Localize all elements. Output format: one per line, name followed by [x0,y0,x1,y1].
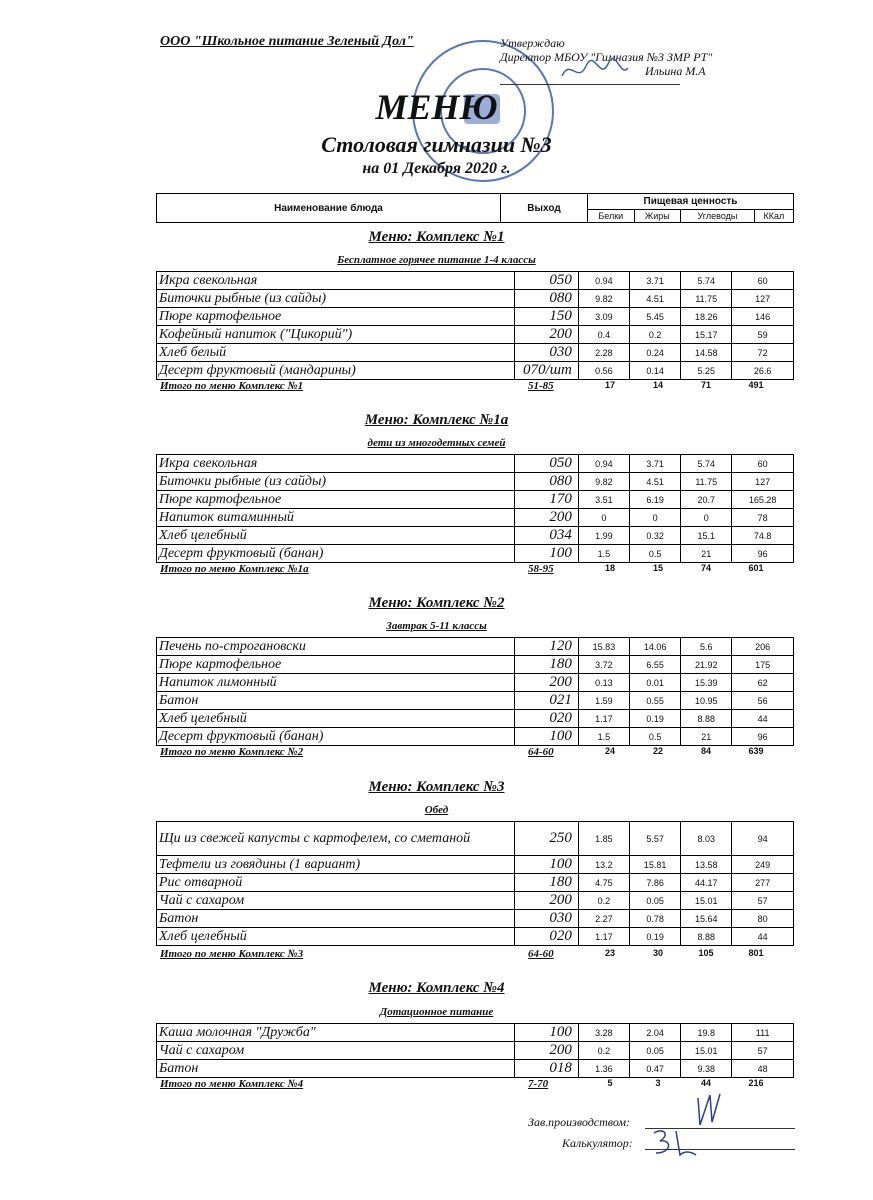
table-row [157,344,794,362]
dish-carbs: 15.39 [681,674,732,692]
table-row [157,692,794,710]
dish-carbs: 21 [681,545,732,563]
section-title: Меню: Комплекс №3 [368,779,505,795]
total-carbs: 44 [700,1078,711,1088]
dish-name: Чай с сахаром [157,892,515,910]
dish-name: Десерт фруктовый (банан) [157,728,515,746]
dish-kcal: 60 [732,455,794,473]
table-row [157,509,794,527]
dish-carbs: 5.74 [681,272,732,290]
dish-protein: 0 [578,509,629,527]
total-protein: 17 [604,380,615,390]
dish-fat: 3.71 [630,272,681,290]
total-label: Итого по меню Комплекс №1 [160,380,304,392]
table-row [157,856,794,874]
dish-protein: 1.17 [578,710,629,728]
col-carbs: Углеводы [681,209,755,222]
total-output: 64-60 [528,746,554,758]
table-row [157,674,794,692]
dish-carbs: 0 [681,509,732,527]
dish-name: Печень по-строгановски [157,638,515,656]
dish-output: 200 [515,509,579,527]
dish-carbs: 11.75 [681,473,732,491]
dish-name: Биточки рыбные (из сайды) [157,473,515,491]
table-row [157,362,794,380]
dish-fat: 0.5 [630,728,681,746]
col-fat: Жиры [634,209,681,222]
dish-protein: 3.51 [578,491,629,509]
dish-kcal: 57 [732,892,794,910]
table-row [157,656,794,674]
dish-fat: 2.04 [630,1024,681,1042]
dish-fat: 0.05 [630,892,681,910]
dish-carbs: 8.88 [681,710,732,728]
dish-kcal: 206 [732,638,794,656]
dish-protein: 0.2 [578,1042,629,1060]
col-output: Выход [501,194,588,223]
total-kcal: 216 [748,1078,764,1088]
dish-protein: 1.17 [578,928,629,946]
table-row [157,1060,794,1078]
dish-protein: 0.56 [578,362,629,380]
dish-carbs: 18.26 [681,308,732,326]
dish-kcal: 44 [732,710,794,728]
table-row [157,928,794,946]
total-kcal: 801 [748,948,764,958]
table-row [157,455,794,473]
col-name: Наименование блюда [157,194,501,223]
dish-name: Хлеб целебный [157,928,515,946]
dish-output: 050 [515,455,579,473]
dish-name: Батон [157,1060,515,1078]
total-output: 7-70 [528,1078,549,1090]
total-fat: 22 [652,746,663,756]
dish-output: 080 [515,473,579,491]
company-name: ООО "Школьное питание Зеленый Дол" [160,34,414,49]
section-subtitle: Бесплатное горячее питание 1-4 классы [337,254,536,266]
table-row [157,1042,794,1060]
dish-output: 030 [515,344,579,362]
menu-table [156,454,794,563]
section-subtitle: Обед [424,804,449,816]
dish-output: 180 [515,874,579,892]
total-label: Итого по меню Комплекс №1а [160,563,309,575]
dish-name: Икра свекольная [157,455,515,473]
dish-carbs: 5.6 [681,638,732,656]
table-row [157,473,794,491]
production-signature [690,1090,730,1130]
dish-carbs: 15.64 [681,910,732,928]
dish-fat: 0.19 [630,710,681,728]
dish-carbs: 21.92 [681,656,732,674]
dish-carbs: 15.01 [681,892,732,910]
dish-name: Тефтели из говядины (1 вариант) [157,856,515,874]
dish-fat: 7.86 [630,874,681,892]
dish-output: 020 [515,710,579,728]
table-row [157,308,794,326]
dish-name: Батон [157,910,515,928]
dish-kcal: 80 [732,910,794,928]
dish-name: Напиток витаминный [157,509,515,527]
total-protein: 5 [607,1078,613,1088]
dish-name: Рис отварной [157,874,515,892]
dish-protein: 3.28 [578,1024,629,1042]
dish-fat: 0.14 [630,362,681,380]
total-kcal: 639 [748,746,764,756]
dish-protein: 1.59 [578,692,629,710]
dish-kcal: 165.28 [732,491,794,509]
dish-kcal: 48 [732,1060,794,1078]
col-kcal: ККал [754,209,793,222]
calculator-signature [650,1125,700,1159]
dish-protein: 15.83 [578,638,629,656]
dish-kcal: 96 [732,728,794,746]
dish-fat: 6.19 [630,491,681,509]
table-row [157,874,794,892]
dish-carbs: 15.01 [681,1042,732,1060]
total-carbs: 105 [698,948,714,958]
dish-fat: 14.06 [630,638,681,656]
dish-fat: 5.45 [630,308,681,326]
dish-carbs: 13.58 [681,856,732,874]
dish-carbs: 44.17 [681,874,732,892]
dish-kcal: 111 [732,1024,794,1042]
dish-name: Пюре картофельное [157,308,515,326]
dish-protein: 13.2 [578,856,629,874]
dish-fat: 0.55 [630,692,681,710]
table-row [157,822,794,856]
dish-output: 080 [515,290,579,308]
dish-name: Щи из свежей капусты с картофелем, со сметаной [157,822,515,856]
dish-kcal: 72 [732,344,794,362]
table-row [157,290,794,308]
dish-name: Пюре картофельное [157,656,515,674]
dish-protein: 0.13 [578,674,629,692]
dish-name: Десерт фруктовый (банан) [157,545,515,563]
dish-name: Хлеб целебный [157,710,515,728]
production-label: Зав.производством: [528,1115,631,1129]
dish-fat: 0.2 [630,326,681,344]
dish-carbs: 14.58 [681,344,732,362]
dish-kcal: 175 [732,656,794,674]
page-title: МЕНЮ [375,87,498,127]
dish-output: 200 [515,892,579,910]
dish-fat: 0.32 [630,527,681,545]
dish-fat: 15.81 [630,856,681,874]
calculator-label: Калькулятор: [562,1136,633,1150]
section-title: Меню: Комплекс №4 [368,980,505,996]
dish-kcal: 78 [732,509,794,527]
dish-name: Хлеб целебный [157,527,515,545]
table-row [157,892,794,910]
dish-carbs: 15.17 [681,326,732,344]
dish-output: 200 [515,1042,579,1060]
director-signature [560,56,630,86]
dish-output: 200 [515,326,579,344]
dish-output: 100 [515,728,579,746]
total-protein: 23 [604,948,615,958]
table-row [157,1024,794,1042]
section-subtitle: дети из многодетных семей [367,437,506,449]
dish-fat: 3.71 [630,455,681,473]
menu-table [156,637,794,746]
dish-protein: 0.4 [578,326,629,344]
dish-kcal: 56 [732,692,794,710]
dish-protein: 0.94 [578,272,629,290]
dish-kcal: 62 [732,674,794,692]
dish-carbs: 5.74 [681,455,732,473]
total-label: Итого по меню Комплекс №3 [160,948,304,960]
dish-carbs: 11.75 [681,290,732,308]
total-label: Итого по меню Комплекс №4 [160,1078,304,1090]
dish-name: Батон [157,692,515,710]
dish-fat: 4.51 [630,473,681,491]
dish-fat: 0.24 [630,344,681,362]
total-kcal: 491 [748,380,764,390]
dish-name: Хлеб белый [157,344,515,362]
dish-fat: 0 [630,509,681,527]
total-fat: 3 [655,1078,661,1088]
table-row [157,910,794,928]
dish-name: Кофейный напиток ("Цикорий") [157,326,515,344]
dish-name: Напиток лимонный [157,674,515,692]
dish-output: 100 [515,1024,579,1042]
table-row [157,326,794,344]
dish-fat: 0.19 [630,928,681,946]
dish-kcal: 96 [732,545,794,563]
dish-kcal: 127 [732,290,794,308]
dish-carbs: 8.03 [681,822,732,856]
dish-protein: 3.09 [578,308,629,326]
dish-carbs: 20.7 [681,491,732,509]
table-row [157,728,794,746]
section-subtitle: Дотационное питание [379,1006,494,1018]
col-protein: Белки [588,209,635,222]
total-protein: 24 [604,746,615,756]
dish-carbs: 10.95 [681,692,732,710]
section-title: Меню: Комплекс №2 [368,595,505,611]
dish-kcal: 59 [732,326,794,344]
dish-output: 250 [515,822,579,856]
total-kcal: 601 [748,563,764,573]
approve-name: Ильина М.А [645,64,706,78]
section-title: Меню: Комплекс №1 [368,229,505,245]
dish-protein: 3.72 [578,656,629,674]
dish-output: 120 [515,638,579,656]
dish-output: 180 [515,656,579,674]
dish-kcal: 249 [732,856,794,874]
section-subtitle: Завтрак 5-11 классы [386,620,487,632]
dish-output: 018 [515,1060,579,1078]
column-header [156,193,794,223]
dish-protein: 1.5 [578,728,629,746]
dish-output: 150 [515,308,579,326]
dish-protein: 1.85 [578,822,629,856]
dish-name: Каша молочная "Дружба" [157,1024,515,1042]
dish-kcal: 94 [732,822,794,856]
dish-output: 100 [515,856,579,874]
menu-table [156,821,794,946]
dish-carbs: 21 [681,728,732,746]
dish-kcal: 57 [732,1042,794,1060]
dish-output: 021 [515,692,579,710]
dish-carbs: 9.38 [681,1060,732,1078]
table-row [157,491,794,509]
approve-director: Директор МБОУ "Гимназия №3 ЗМР РТ" [500,50,713,64]
dish-fat: 0.78 [630,910,681,928]
dish-kcal: 26.6 [732,362,794,380]
dish-name: Десерт фруктовый (мандарины) [157,362,515,380]
dish-kcal: 60 [732,272,794,290]
total-fat: 14 [652,380,663,390]
dish-kcal: 146 [732,308,794,326]
dish-output: 170 [515,491,579,509]
dish-name: Икра свекольная [157,272,515,290]
approve-label: Утверждаю [500,36,565,50]
table-row [157,710,794,728]
dish-fat: 0.5 [630,545,681,563]
dish-fat: 5.57 [630,822,681,856]
total-fat: 30 [652,948,663,958]
dish-output: 200 [515,674,579,692]
dish-fat: 0.05 [630,1042,681,1060]
dish-fat: 0.01 [630,674,681,692]
dish-fat: 0.47 [630,1060,681,1078]
table-row [157,545,794,563]
dish-carbs: 19.8 [681,1024,732,1042]
dish-protein: 1.99 [578,527,629,545]
dish-output: 070/шт [515,362,579,380]
dish-output: 030 [515,910,579,928]
page-subtitle: Столовая гимназии №3 [321,132,552,157]
dish-protein: 9.82 [578,290,629,308]
page-date: на 01 Декабря 2020 г. [362,160,511,177]
menu-table [156,1023,794,1078]
dish-fat: 4.51 [630,290,681,308]
table-row [157,527,794,545]
dish-protein: 4.75 [578,874,629,892]
dish-kcal: 74.8 [732,527,794,545]
dish-protein: 0.2 [578,892,629,910]
total-label: Итого по меню Комплекс №2 [160,746,304,758]
menu-table [156,271,794,380]
col-nutrition: Пищевая ценность [588,194,794,210]
dish-name: Чай с сахаром [157,1042,515,1060]
total-carbs: 84 [700,746,711,756]
dish-protein: 1.5 [578,545,629,563]
dish-output: 020 [515,928,579,946]
dish-name: Биточки рыбные (из сайды) [157,290,515,308]
dish-protein: 0.94 [578,455,629,473]
total-carbs: 74 [700,563,711,573]
total-output: 58-95 [528,563,554,575]
total-output: 64-60 [528,948,554,960]
dish-kcal: 277 [732,874,794,892]
total-output: 51-85 [528,380,554,392]
dish-fat: 6.55 [630,656,681,674]
dish-name: Пюре картофельное [157,491,515,509]
dish-kcal: 44 [732,928,794,946]
total-carbs: 71 [700,380,711,390]
dish-protein: 9.82 [578,473,629,491]
dish-output: 034 [515,527,579,545]
total-fat: 15 [652,563,663,573]
dish-protein: 2.27 [578,910,629,928]
dish-output: 100 [515,545,579,563]
total-protein: 18 [604,563,615,573]
dish-kcal: 127 [732,473,794,491]
dish-carbs: 15.1 [681,527,732,545]
table-row [157,638,794,656]
dish-protein: 2.28 [578,344,629,362]
dish-carbs: 5.25 [681,362,732,380]
table-row [157,272,794,290]
dish-protein: 1.36 [578,1060,629,1078]
dish-carbs: 8.88 [681,928,732,946]
dish-output: 050 [515,272,579,290]
section-title: Меню: Комплекс №1а [364,412,509,428]
